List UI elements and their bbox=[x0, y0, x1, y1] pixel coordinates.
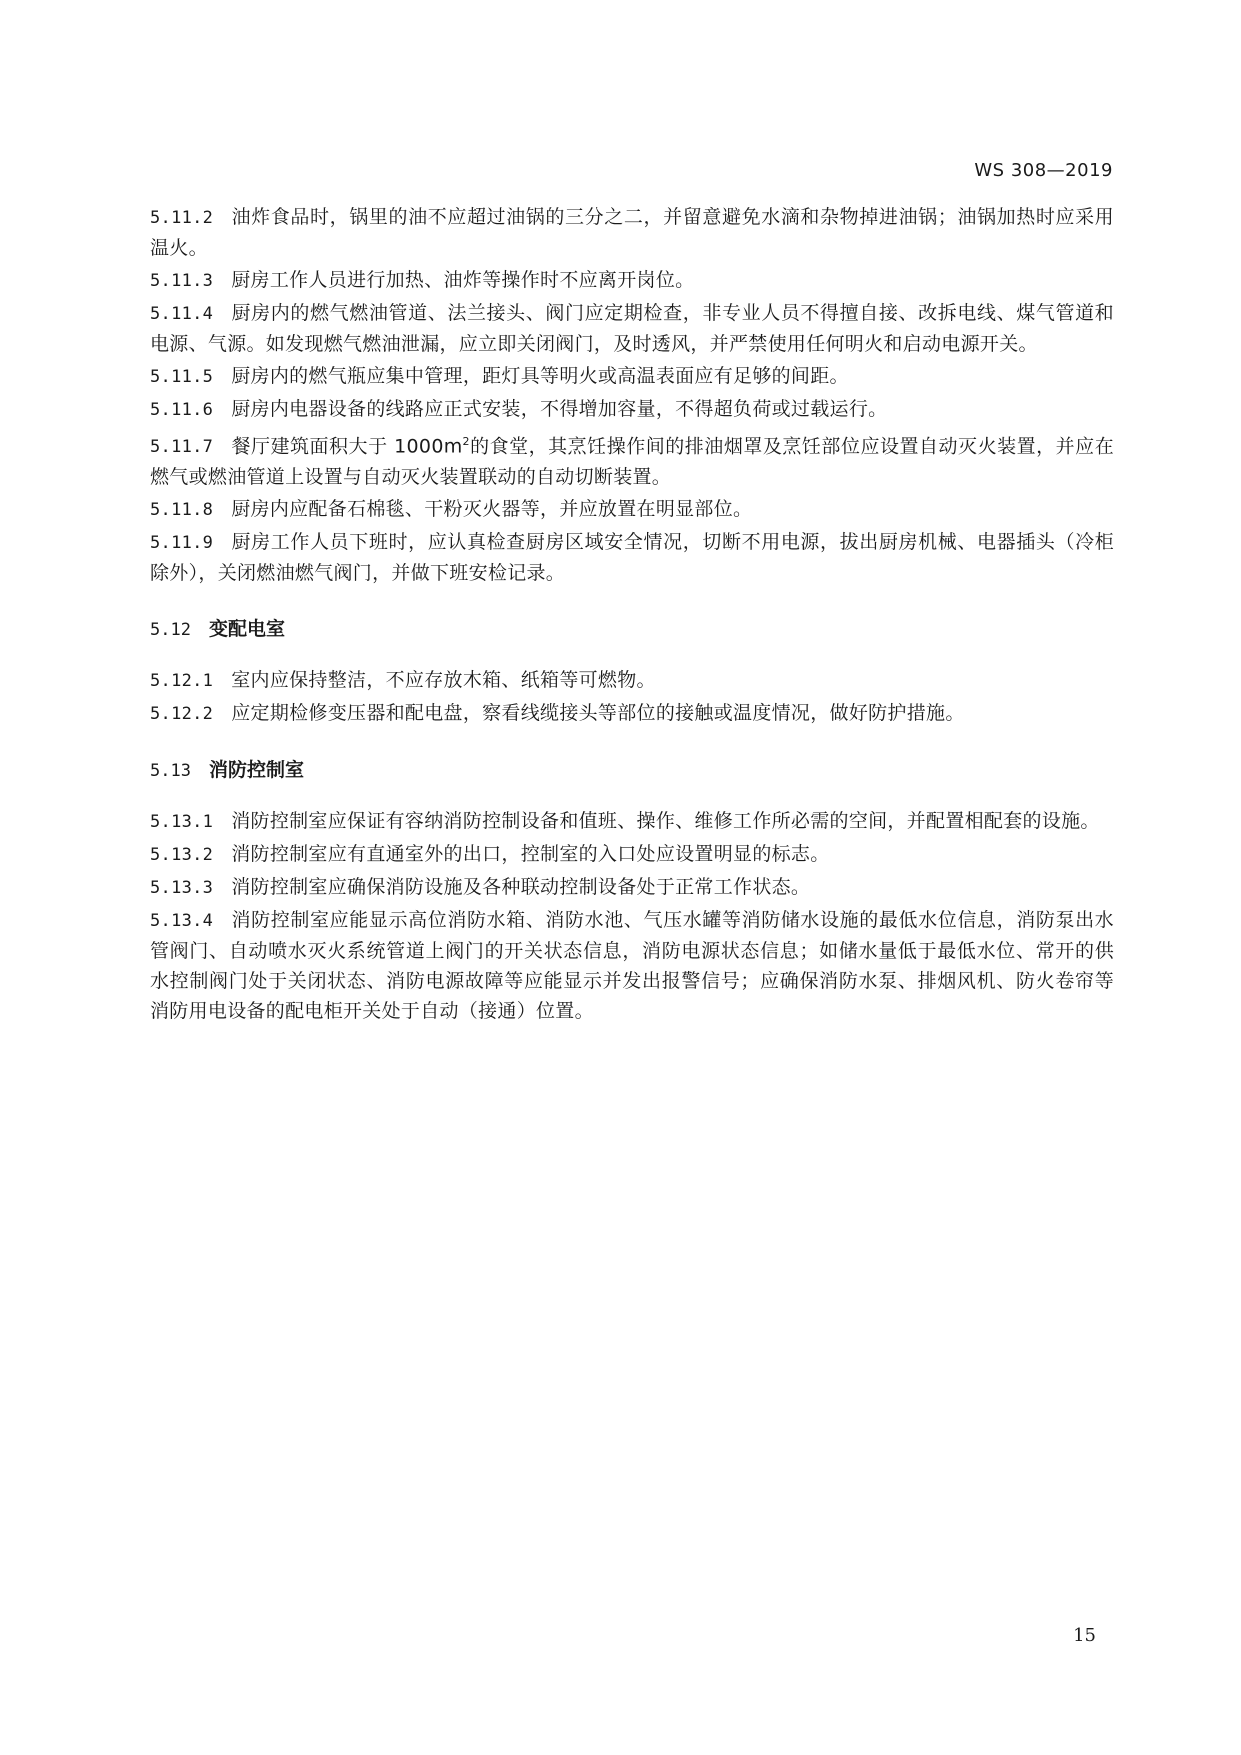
clause-5-11-4 bbox=[150, 298, 1114, 359]
clause-5-11-6 bbox=[150, 394, 1114, 425]
clause-text: 消防控制室应有直通室外的出口，控制室的入口处应设置明显的标志。 bbox=[231, 843, 830, 866]
clause-text: 消防控制室应能显示高位消防水箱、消防水池、气压水罐等消防储水设施的最低水位信息，消防泵出水管阀门、自动喷水灭火系统管道上阀门的开关状态信息，消防电源状态信息；如储水量低于最低水位、常开的供水控制阀门处于关闭状态、消防电源故障等应能显示并发出报警信号；应确保消防水泵、排烟风机、防火卷帘等消防用电设备的配电柜开关处于自动（接通）位置。 bbox=[150, 909, 1114, 1023]
superscript: 2 bbox=[462, 435, 470, 448]
clause-text: 厨房内的燃气燃油管道、法兰接头、阀门应定期检查，非专业人员不得擅自接、改拆电线、煤气管道和电源、气源。如发现燃气燃油泄漏，应立即关闭阀门，及时透风，并严禁使用任何明火和启动电源开关。 bbox=[150, 302, 1114, 355]
clause-5-13-4 bbox=[150, 905, 1114, 1026]
clause-number: 5.13.2 bbox=[150, 845, 214, 866]
clause-number: 5.12.1 bbox=[150, 671, 214, 692]
page-number: 15 bbox=[1073, 1625, 1096, 1646]
clause-number: 5.11.5 bbox=[150, 367, 214, 387]
clause-5-13-1 bbox=[150, 806, 1114, 837]
clause-5-11-9 bbox=[150, 527, 1114, 588]
clause-number: 5.12.2 bbox=[150, 704, 214, 725]
clause-5-13-2 bbox=[150, 839, 1114, 870]
clause-number: 5.13.4 bbox=[150, 911, 214, 932]
clause-text: 厨房工作人员进行加热、油炸等操作时不应离开岗位。 bbox=[231, 269, 695, 291]
section-text: 变配电室 bbox=[208, 618, 285, 641]
section-number: 5.13 bbox=[150, 761, 191, 782]
clause-number: 5.11.6 bbox=[150, 400, 214, 420]
clause-number: 5.11.2 bbox=[150, 208, 214, 228]
clause-number: 5.11.8 bbox=[150, 500, 214, 521]
clause-text: 厨房工作人员下班时，应认真检查厨房区域安全情况，切断不用电源，拔出厨房机械、电器插头（冷柜除外），关闭燃油燃气阀门，并做下班安检记录。 bbox=[150, 531, 1114, 585]
document-body bbox=[150, 202, 1114, 1028]
document-code: WS 308—2019 bbox=[974, 160, 1113, 181]
clause-number: 5.13.3 bbox=[150, 878, 214, 899]
clause-text-after: 的食堂，其烹饪操作间的排油烟罩及烹饪部位应设置自动灭火装置，并应在燃气或燃油管道上设置与自动灭火装置联动的自动切断装置。 bbox=[150, 435, 1115, 489]
clause-5-12-1 bbox=[150, 665, 1114, 696]
section-text: 消防控制室 bbox=[208, 759, 304, 782]
clause-text: 应定期检修变压器和配电盘，察看线缆接头等部位的接触或温度情况，做好防护措施。 bbox=[231, 702, 965, 725]
clause-text-before: 餐厅建筑面积大于 1000m bbox=[231, 435, 463, 458]
clause-5-11-5 bbox=[150, 361, 1114, 392]
clause-number: 5.11.3 bbox=[150, 271, 214, 291]
clause-text: 油炸食品时，锅里的油不应超过油锅的三分之二，并留意避免水滴和杂物掉进油锅；油锅加热时应采用温火。 bbox=[150, 206, 1114, 259]
clause-number: 5.11.4 bbox=[150, 304, 214, 324]
clause-number: 5.11.7 bbox=[150, 437, 214, 458]
clause-number: 5.13.1 bbox=[150, 812, 214, 833]
clause-5-11-7 bbox=[150, 427, 1114, 492]
section-title-5-13 bbox=[150, 755, 1114, 786]
section-title-5-12 bbox=[150, 614, 1114, 645]
clause-5-13-3 bbox=[150, 872, 1114, 903]
clause-text: 室内应保持整洁，不应存放木箱、纸箱等可燃物。 bbox=[231, 669, 656, 692]
clause-5-11-3 bbox=[150, 265, 1114, 296]
clause-text: 厨房内的燃气瓶应集中管理，距灯具等明火或高温表面应有足够的间距。 bbox=[231, 365, 849, 387]
clause-5-12-2 bbox=[150, 698, 1114, 729]
clause-5-11-8 bbox=[150, 494, 1114, 525]
clause-text: 消防控制室应保证有容纳消防控制设备和值班、操作、维修工作所必需的空间，并配置相配套的设施。 bbox=[231, 810, 1100, 833]
clause-text: 消防控制室应确保消防设施及各种联动控制设备处于正常工作状态。 bbox=[231, 876, 811, 899]
clause-text: 厨房内电器设备的线路应正式安装，不得增加容量，不得超负荷或过载运行。 bbox=[231, 398, 888, 420]
clause-text: 厨房内应配备石棉毯、干粉灭火器等，并应放置在明显部位。 bbox=[231, 498, 753, 521]
clause-number: 5.11.9 bbox=[150, 533, 214, 554]
section-number: 5.12 bbox=[150, 620, 191, 641]
clause-5-11-2 bbox=[150, 202, 1114, 263]
